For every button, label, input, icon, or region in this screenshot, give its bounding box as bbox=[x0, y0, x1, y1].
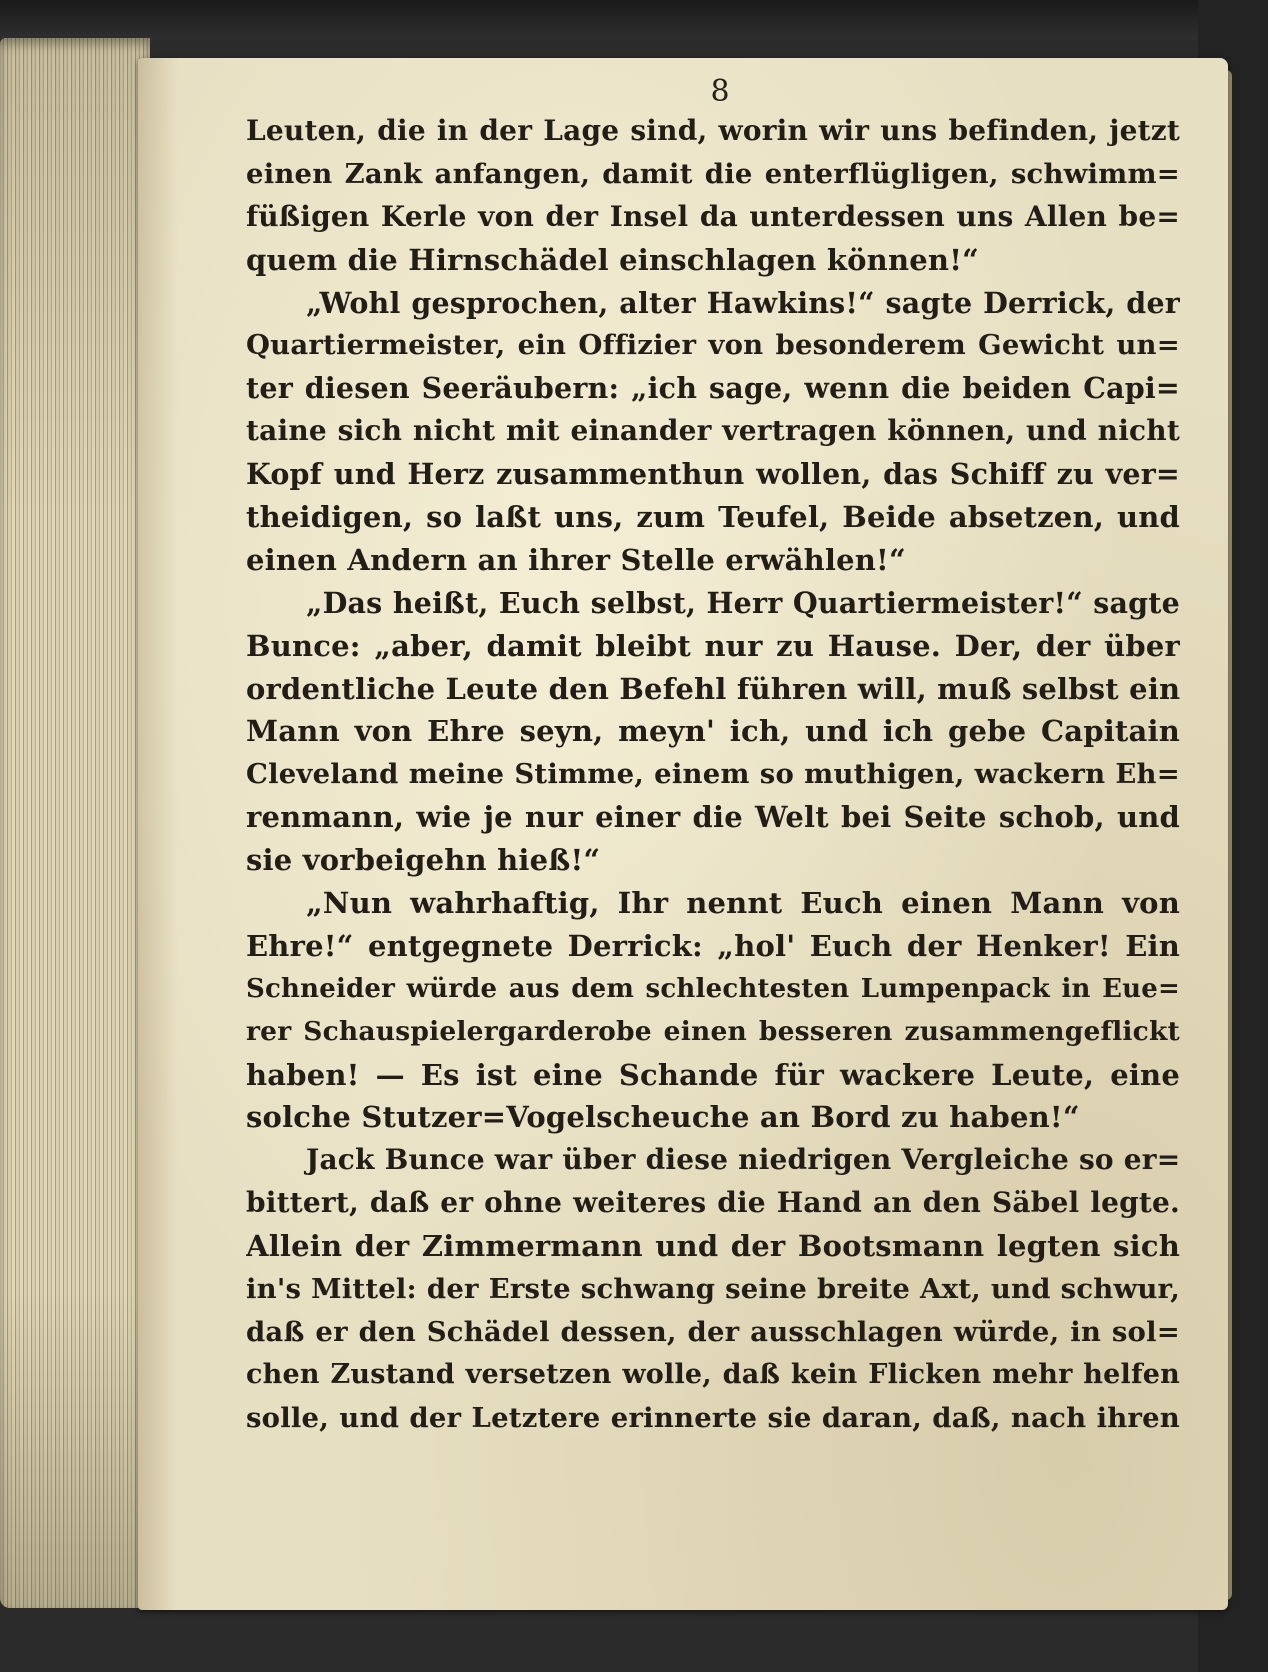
text-line: einen Andern an ihrer Stelle erwählen!“ bbox=[246, 542, 906, 577]
text-line: Leuten, die in der Lage sind, worin wir uns befinden, jetzt bbox=[246, 114, 1180, 147]
text-line: „Wohl gesprochen, alter Hawkins!“ sagte Derrick, der bbox=[306, 285, 1180, 320]
text-line: taine sich nicht mit einander vertragen können, und nicht bbox=[246, 414, 1180, 448]
text-line: haben! — Es ist eine Schande für wackere Leute, eine bbox=[246, 1057, 1180, 1092]
text-line: „Nun wahrhaftig, Ihr nennt Euch einen Mann von bbox=[306, 886, 1180, 921]
text-line: rer Schauspielergarderobe einen besseren zusammengeflickt bbox=[246, 1015, 1180, 1047]
page-number: 8 bbox=[710, 74, 730, 109]
text-line: in's Mittel: der Erste schwang seine breite Axt, und schwur, bbox=[246, 1273, 1180, 1306]
text-line: renmann, wie je nur einer die Welt bei Seite schob, und bbox=[246, 800, 1180, 835]
text-line: daß er den Schädel dessen, der ausschlagen würde, in sol= bbox=[246, 1315, 1180, 1348]
text-line: Bunce: „aber, damit bleibt nur zu Hause. Der, der über bbox=[246, 628, 1180, 663]
text-line: Allein der Zimmermann und der Bootsmann legten sich bbox=[246, 1229, 1180, 1264]
text-line: Kopf und Herz zusammenthun wollen, das Schiff zu ver= bbox=[246, 457, 1180, 492]
book-page-edges-shade bbox=[0, 38, 150, 1608]
text-line: theidigen, so laßt uns, zum Teufel, Beide absetzen, und bbox=[246, 500, 1180, 535]
text-line: quem die Hirnschädel einschlagen können!“ bbox=[246, 242, 980, 277]
text-line: Quartiermeister, ein Offizier von besonderem Gewicht un= bbox=[246, 329, 1180, 362]
text-line: füßigen Kerle von der Insel da unterdessen uns Allen be= bbox=[246, 199, 1180, 233]
text-line: chen Zustand versetzen wolle, daß kein Flicken mehr helfen bbox=[246, 1358, 1180, 1390]
top-shadow bbox=[0, 0, 1268, 40]
text-line: sie vorbeigehn hieß!“ bbox=[246, 843, 601, 878]
text-line: einen Zank anfangen, damit die enterflügligen, schwimm= bbox=[246, 157, 1180, 190]
text-line: bittert, daß er ohne weiteres die Hand an den Säbel legte. bbox=[246, 1186, 1180, 1220]
text-line: ordentliche Leute den Befehl führen will, muß selbst ein bbox=[246, 671, 1180, 706]
text-line: Jack Bunce war über diese niedrigen Vergleiche so er= bbox=[306, 1143, 1180, 1177]
text-line: „Das heißt, Euch selbst, Herr Quartiermeister!“ sagte bbox=[306, 585, 1180, 620]
text-line: solche Stutzer=Vogelscheuche an Bord zu haben!“ bbox=[246, 1100, 1080, 1135]
text-line: ter diesen Seeräubern: „ich sage, wenn die beiden Capi= bbox=[246, 371, 1180, 406]
text-line: Mann von Ehre seyn, meyn' ich, und ich gebe Capitain bbox=[246, 714, 1180, 749]
text-line: Schneider würde aus dem schlechtesten Lumpenpack in Eue= bbox=[246, 973, 1180, 1004]
text-line: solle, und der Letztere erinnerte sie daran, daß, nach ihren bbox=[246, 1401, 1180, 1434]
text-line: Cleveland meine Stimme, einem so muthigen, wackern Eh= bbox=[246, 758, 1180, 791]
text-line: Ehre!“ entgegnete Derrick: „hol' Euch der Henker! Ein bbox=[246, 928, 1180, 963]
page-text bbox=[246, 110, 1180, 1440]
